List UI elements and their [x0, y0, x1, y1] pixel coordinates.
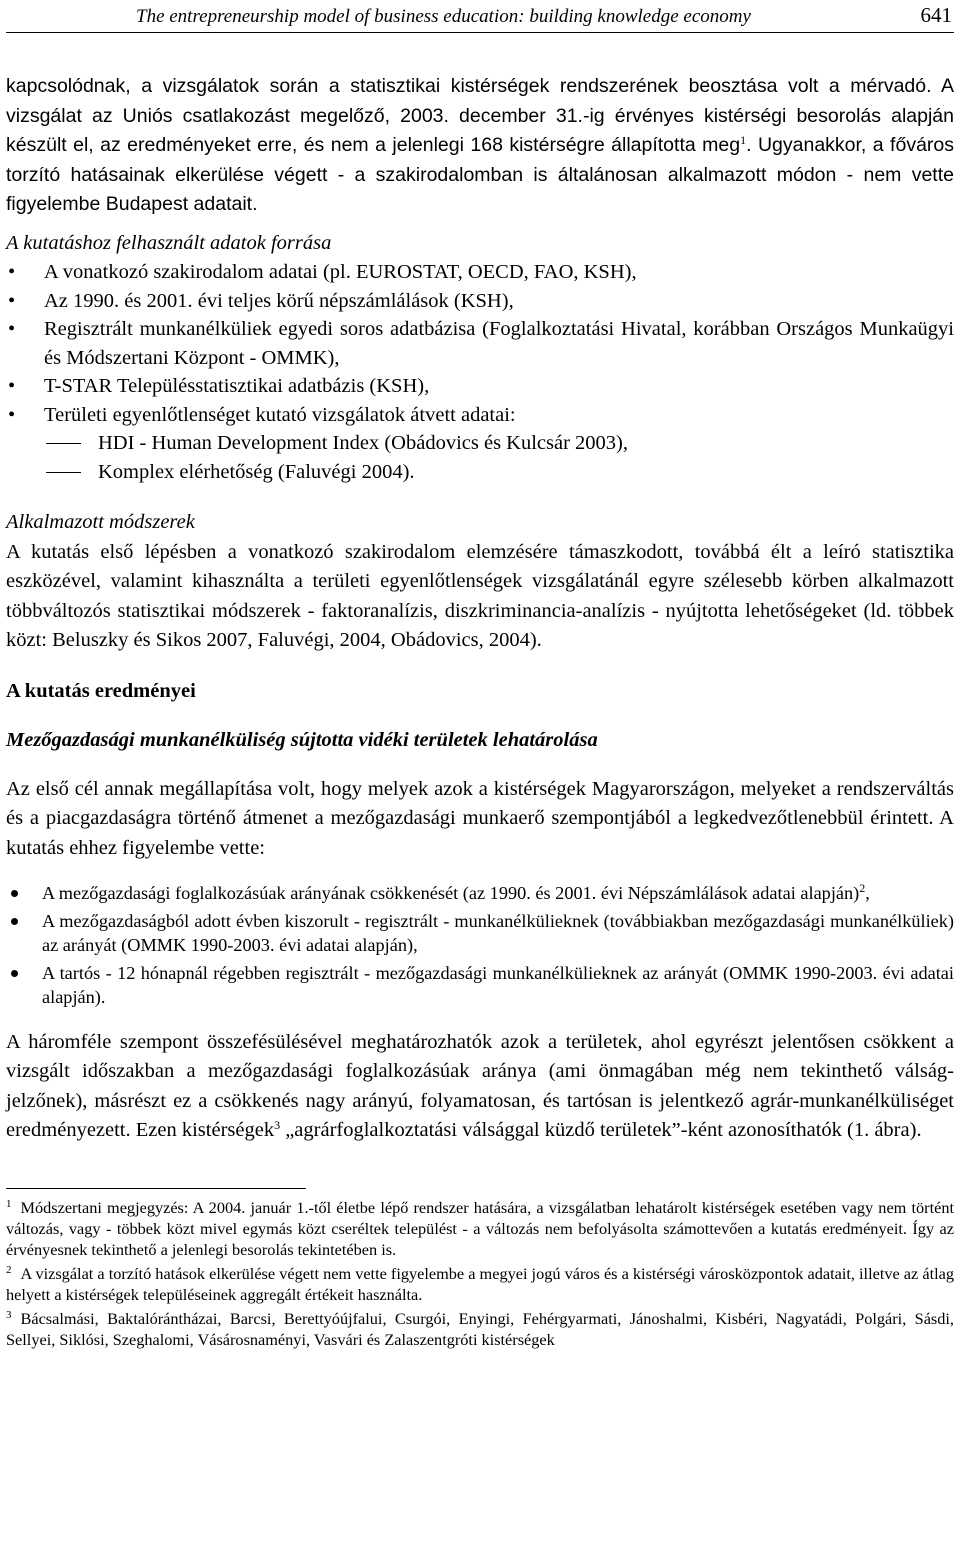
- bullet-icon: •: [8, 403, 16, 426]
- list-item: • Regisztrált munkanélküliek egyedi soros adatbázisa (Foglalkoztatási Hivatal, korábban Országos Munkaügyi és Módszertani Központ - OMMK),: [6, 315, 954, 372]
- list-item: A mezőgazdasági foglalkozásúak arányának csökkenését (az 1990. és 2001. évi Népszámlálások adatai alapján)$^2$,: [6, 881, 954, 906]
- list-item: • Területi egyenlőtlenséget kutató vizsgálatok átvett adatai:: [6, 401, 954, 430]
- page: [6, 0, 954, 1350]
- bullet-icon: •: [8, 318, 16, 340]
- list-item: • T-STAR Településstatisztikai adatbázis (KSH),: [6, 372, 954, 401]
- list-item: • A vonatkozó szakirodalom adatai (pl. EUROSTAT, OECD, FAO, KSH),: [6, 258, 954, 287]
- footnote: $^2$ A vizsgálat a torzító hatások elkerülése végett nem vette figyelembe a megyei jogú város és a kistérségi városközpontok adatait, illetve az átlag helyett a kistérségek településeinek aggregált értékeit használta.: [6, 1263, 954, 1304]
- data-sources-heading: A kutatáshoz felhasznált adatok forrása: [6, 231, 332, 254]
- list-item: A tartós - 12 hónapnál régebben regisztrált - mezőgazdasági munkanélkülieknek az arányát (OMMK 1990-2003. évi adatai alapján).: [6, 961, 954, 1010]
- results-heading: A kutatás eredményei: [6, 679, 196, 702]
- footnote-ref-3[interactable]: 3: [274, 1118, 281, 1132]
- bullet-icon: [11, 918, 18, 925]
- footnote-number: 3: [6, 1308, 12, 1321]
- sub-list-item: HDI - Human Development Index (Obádovics és Kulcsár 2003),: [6, 429, 954, 458]
- bullet-icon: [11, 970, 18, 977]
- footnote: $^3$ Bácsalmási, Baktalórántházai, Barcsi, Berettyóújfalui, Csurgói, Enyingi, Fehérgyarmati, Jánoshalmi, Kisbéri, Nagyatádi, Polgári, Sásdi, Sellyei, Siklósi, Szeghalomi, Vásárosnaményi, Vasvári és Zalaszentgróti kistérségek: [6, 1308, 954, 1349]
- footnotes: [6, 1197, 954, 1350]
- data-sources-list: [6, 258, 954, 429]
- intro-paragraph: [6, 72, 954, 220]
- intro-text-2: . Ugyanakkor, a főváros torzító hatásainak elkerülése végett - a szakirodalomban is általánosan alkalmazott módon - nem vette figyelembe Budapest adatait.: [6, 134, 954, 215]
- footnote-ref-1[interactable]: 1: [740, 133, 747, 147]
- bullet-icon: [11, 890, 18, 897]
- footnote-number: 2: [6, 1263, 12, 1276]
- results-paragraph-2: A háromféle szempont összefésülésével meghatározhatók azok a területek, ahol egyrészt jelentősen csökkent a vizsgált időszakban a mezőgazdasági foglalkozásúak aránya (ami önmagában még nem tekinthető válság-jelzőnek), másrészt ez a csökkenés nagy arányú, folyamatosan, és tartósan is jelentkező agrár-munkanélküliséget eredményezett. Ezen kistérségek$^3$ „agrárfoglalkoztatási válsággal küzdő területek”-ként azonosíthatók (1. ábra).: [6, 1030, 954, 1141]
- sub-list-item: Komplex elérhetőség (Faluvégi 2004).: [6, 458, 954, 487]
- footnote-ref-2[interactable]: 2: [859, 881, 866, 895]
- list-item: A mezőgazdaságból adott évben kiszorult - regisztrált - munkanélkülieknek (továbbiakban mezőgazdasági munkanélküliek) az arányát (OMMK 1990-2003. évi adatai alapján),: [6, 909, 954, 958]
- methods-heading: Alkalmazott módszerek: [6, 511, 195, 533]
- page-number: 641: [920, 3, 952, 27]
- running-header: [6, 0, 954, 33]
- list-item: • Az 1990. és 2001. évi teljes körű népszámlálások (KSH),: [6, 287, 954, 316]
- criteria-list: [6, 881, 954, 1010]
- data-sources-sublist: [6, 429, 954, 487]
- footnote: $^1$ Módszertani megjegyzés: A 2004. január 1.-től életbe lépő rendszer hatására, a vizsgálatban lehatárolt kistérségek esetében vagy nem történt változás, vagy - többek közt mivel egymás közt cseréltek települést - a változás nem befolyásolta számottevően a kutatás eredményeit. Így az érvényesnek tekinthető a jelenlegi besorolás tekintetében is.: [6, 1197, 954, 1259]
- results-paragraph-1: Az első cél annak megállapítása volt, hogy melyek azok a kistérségek Magyarországon, melyeket a rendszerváltás és a piacgazdaságra történő átmenet a mezőgazdasági munkaerő szempontjából a legkedvezőtlenebbül érintett. A kutatás ehhez figyelembe vette:: [6, 777, 954, 859]
- bullet-icon: •: [8, 289, 16, 312]
- intro-text-1: kapcsolódnak, a vizsgálatok során a statisztikai kistérségek rendszerének beosztása volt a mérvadó. A vizsgálat az Uniós csatlakozást megelőző, 2003. december 31.-ig érvényes kistérségi besorolás alapján készült el, az eredményeket erre, és nem a jelenlegi 168 kistérségre állapította meg: [6, 75, 954, 156]
- dash-icon: [46, 472, 81, 473]
- bullet-icon: •: [8, 261, 16, 283]
- footnote-separator: [6, 1188, 306, 1189]
- running-title: The entrepreneurship model of business education: building knowledge economy: [136, 6, 751, 27]
- dash-icon: [46, 443, 81, 444]
- results-subheading: Mezőgazdasági munkanélküliség sújtotta vidéki területek lehatárolása: [6, 728, 598, 751]
- footnote-number: 1: [6, 1197, 12, 1210]
- methods-paragraph: A kutatás első lépésben a vonatkozó szakirodalom elemzésére támaszkodott, továbbá élt a leíró statisztika eszközével, valamint kihasználta a területi egyenlőtlenségek vizsgálatánál egyre szélesebb körben alkalmazott többváltozós statisztikai módszerek - faktoranalízis, diszkriminancia-analízis - nyújtotta lehetőségeket (ld. többek közt: Beluszky és Sikos 2007, Faluvégi, 2004, Obádovics, 2004).: [6, 540, 954, 651]
- bullet-icon: •: [8, 375, 16, 397]
